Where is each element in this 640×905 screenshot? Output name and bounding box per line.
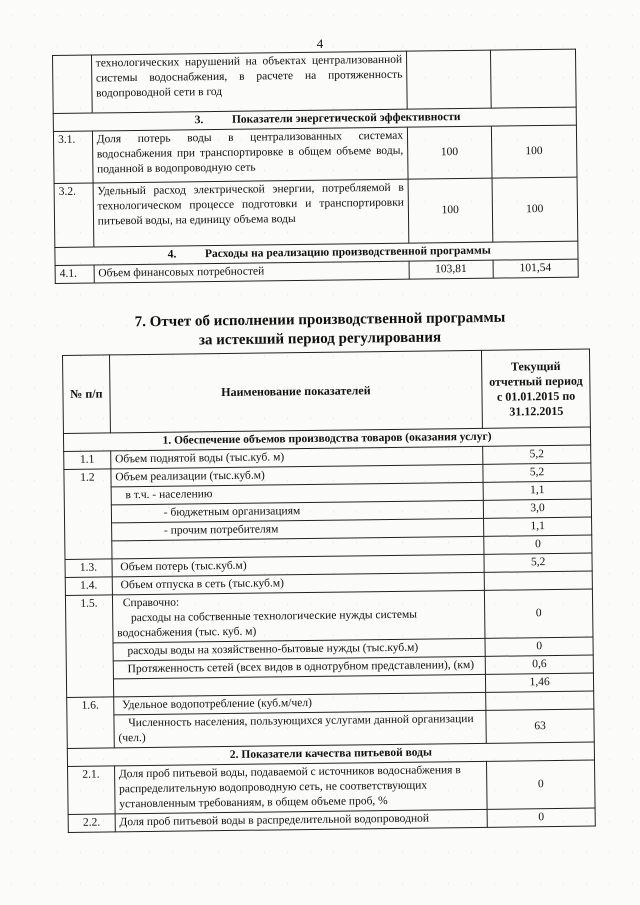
report-title-line-2: за истекший период регулирования bbox=[198, 329, 442, 349]
section-title-2: 2. Показатели качества питьевой воды bbox=[67, 742, 594, 766]
index-cell: 3.2. bbox=[54, 183, 93, 247]
value-cell: 5,2 bbox=[484, 553, 592, 572]
value-cell: 63 bbox=[486, 709, 594, 743]
value-cell: 0 bbox=[485, 637, 593, 656]
indicator-name bbox=[112, 590, 485, 643]
header-period: Текущий отчетный период с 01.01.2015 по 31.12.2015 bbox=[482, 349, 591, 428]
index-cell: 1.3. bbox=[65, 559, 112, 578]
reference-label: Справочно: bbox=[122, 596, 180, 610]
index-cell: 2.2. bbox=[68, 814, 115, 833]
section-index: 3. bbox=[194, 114, 204, 127]
section-title-1: 1. Обеспечение объемов производства товаров (оказания услуг) bbox=[63, 427, 590, 451]
indicators-table-continued bbox=[52, 49, 579, 284]
indicator-name: Удельное водопотребление (куб.м/чел) bbox=[113, 692, 486, 715]
index-cell: 3.1. bbox=[53, 131, 92, 183]
index-cell bbox=[53, 55, 92, 113]
value-cell: 0 bbox=[487, 808, 595, 827]
indicator-name: Объем финансовых потребностей bbox=[94, 261, 410, 283]
index-cell: 1.5. bbox=[65, 595, 113, 698]
table-row bbox=[54, 177, 578, 247]
plan-value: 100 bbox=[407, 126, 491, 179]
indicator-subitem: - прочим потребителям bbox=[111, 518, 484, 541]
indicator-subitem: Протяженность сетей (всех видов в однотрубном представлении), (км) bbox=[113, 656, 486, 679]
fact-value bbox=[490, 49, 576, 108]
value-cell: 3,0 bbox=[483, 499, 591, 518]
fact-value: 100 bbox=[492, 177, 578, 242]
page-number: 4 bbox=[316, 36, 324, 51]
table-row bbox=[68, 760, 596, 814]
indicator-name: Доля проб питьевой воды, подаваемой с источников водоснабжения в распределительную водопроводную сеть, не соответствующих установленным требованиям, в общем объеме проб, % bbox=[114, 761, 487, 814]
fact-value: 100 bbox=[491, 125, 577, 178]
plan-value: 100 bbox=[408, 178, 492, 243]
report-table bbox=[62, 349, 596, 833]
index-cell: 2.1. bbox=[68, 766, 115, 815]
value-cell: 0 bbox=[484, 535, 592, 554]
index-cell: 1.1 bbox=[64, 451, 111, 470]
value-cell: 0 bbox=[485, 589, 593, 638]
indicator-name: Удельный расход электрической энергии, потребляемой в технологическом процессе подготовки и транспортировки питьевой воды, на единицу объема воды bbox=[93, 179, 409, 247]
index-cell: 1.4. bbox=[65, 577, 112, 596]
indicator-subitem: расходы на собственные технологические нужды системы водоснабжения (тыс. куб. м) bbox=[117, 608, 418, 640]
indicator-subitem: в т.ч. - населению bbox=[111, 482, 484, 505]
indicator-subitem: - бюджетным организациям bbox=[111, 500, 484, 523]
value-cell bbox=[486, 691, 594, 710]
indicator-name: Объем потерь (тыс.куб.м) bbox=[112, 554, 485, 577]
table-row bbox=[53, 49, 577, 113]
fact-value: 101,54 bbox=[493, 259, 579, 278]
section-name: Показатели энергетической эффективности bbox=[231, 111, 461, 126]
header-number: № п/п bbox=[63, 355, 111, 434]
indicator-name: Объем отпуска в сеть (тыс.куб.м) bbox=[112, 572, 485, 595]
table-row bbox=[53, 125, 577, 183]
plan-value bbox=[407, 50, 491, 109]
indicator-name: Объем поднятой воды (тыс.куб. м) bbox=[110, 446, 483, 469]
section-name: Расходы на реализацию производственной программы bbox=[204, 244, 491, 261]
value-cell: 0,6 bbox=[485, 655, 593, 674]
plan-value: 103,81 bbox=[409, 260, 493, 279]
indicator-subitem: расходы воды на хозяйственно-бытовые нужды (тыс.куб.м) bbox=[113, 638, 486, 661]
index-cell: 1.6. bbox=[67, 697, 114, 749]
indicator-name: технологических нарушений на объектах централизованной системы водоснабжения, в расчете на протяженность водопроводной сети в год bbox=[91, 51, 407, 113]
value-cell: 1,1 bbox=[484, 517, 592, 536]
value-cell: 5,2 bbox=[483, 463, 591, 482]
value-cell: 5,2 bbox=[483, 445, 591, 464]
indicator-name: Объем реализации (тыс.куб.м) bbox=[111, 464, 484, 487]
header-row bbox=[63, 349, 591, 433]
table-row bbox=[65, 589, 593, 643]
section-index: 4. bbox=[167, 248, 177, 261]
report-title-line-1: 7. Отчет об исполнении производственной программы bbox=[134, 309, 506, 331]
value-cell: 0 bbox=[487, 760, 595, 809]
index-cell: 1.2 bbox=[64, 469, 112, 560]
indicator-name: Доля потерь воды в централизованных системах водоснабжения при транспортировке в общем объеме воды, поданной в водопроводную сеть bbox=[92, 127, 408, 183]
header-name: Наименование показателей bbox=[109, 350, 482, 433]
indicator-name: Доля проб питьевой воды в распределительной водопроводной bbox=[115, 809, 488, 832]
index-cell: 4.1. bbox=[55, 265, 94, 283]
value-cell bbox=[484, 571, 592, 590]
value-cell: 1,1 bbox=[483, 481, 591, 500]
value-cell: 1,46 bbox=[486, 673, 594, 692]
indicator-subitem: Численность населения, пользующихся услугами данной организации (чел.) bbox=[114, 710, 487, 748]
